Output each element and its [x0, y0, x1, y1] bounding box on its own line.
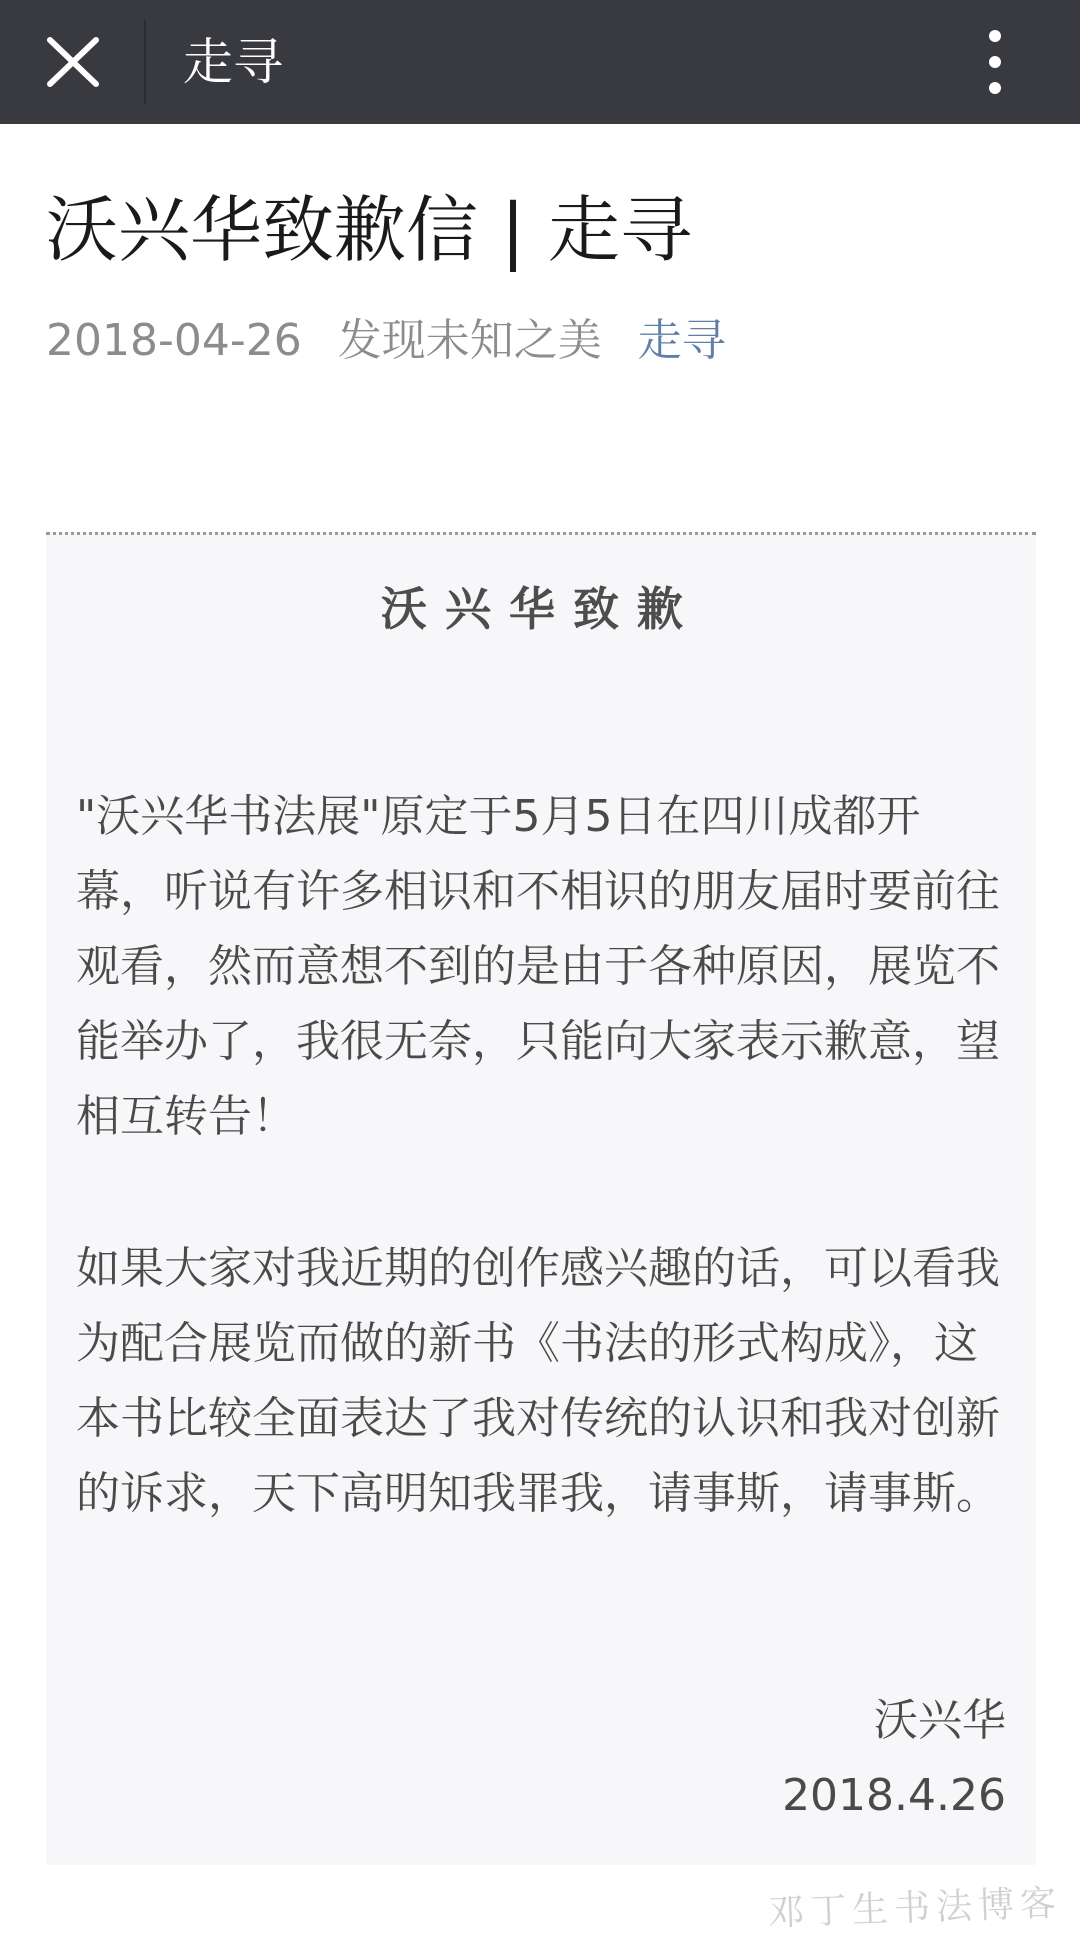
account-link[interactable]: 走寻	[637, 315, 726, 366]
blog-watermark: 邓丁生书法博客	[767, 1882, 1063, 1935]
letter-paragraph-2: 如果大家对我近期的创作感兴趣的话，可以看我为配合展览而做的新书《书法的形式构成》，这本书比较全面表达了我对传统的认识和我对创新的诉求，天下高明知我罪我，请事斯，请事斯。	[76, 1243, 1000, 1519]
more-vertical-icon	[970, 16, 1020, 108]
article-title: 沃兴华致歉信 | 走寻	[46, 188, 693, 272]
letter-image	[46, 532, 1036, 1865]
close-button[interactable]	[38, 22, 108, 102]
author-name: 发现未知之美	[337, 315, 602, 366]
signature-date: 2018.4.26	[782, 1770, 1006, 1821]
publish-date: 2018-04-26	[46, 315, 302, 366]
article-meta	[46, 313, 726, 369]
nav-title: 走寻	[183, 33, 283, 91]
signature-name: 沃兴华	[874, 1695, 1006, 1746]
letter-signature	[782, 1683, 1006, 1833]
close-icon	[38, 22, 108, 102]
top-nav-bar	[0, 0, 1080, 124]
more-button[interactable]	[970, 16, 1020, 108]
letter-paragraph-1: "沃兴华书法展"原定于5月5日在四川成都开幕，听说有许多相识和不相识的朋友届时要前往观看，然而意想不到的是由于各种原因，展览不能举办了，我很无奈，只能向大家表示歉意，望相互转告！	[76, 791, 1000, 1142]
letter-heading: 沃兴华致歉	[381, 582, 701, 636]
nav-divider	[144, 20, 146, 104]
